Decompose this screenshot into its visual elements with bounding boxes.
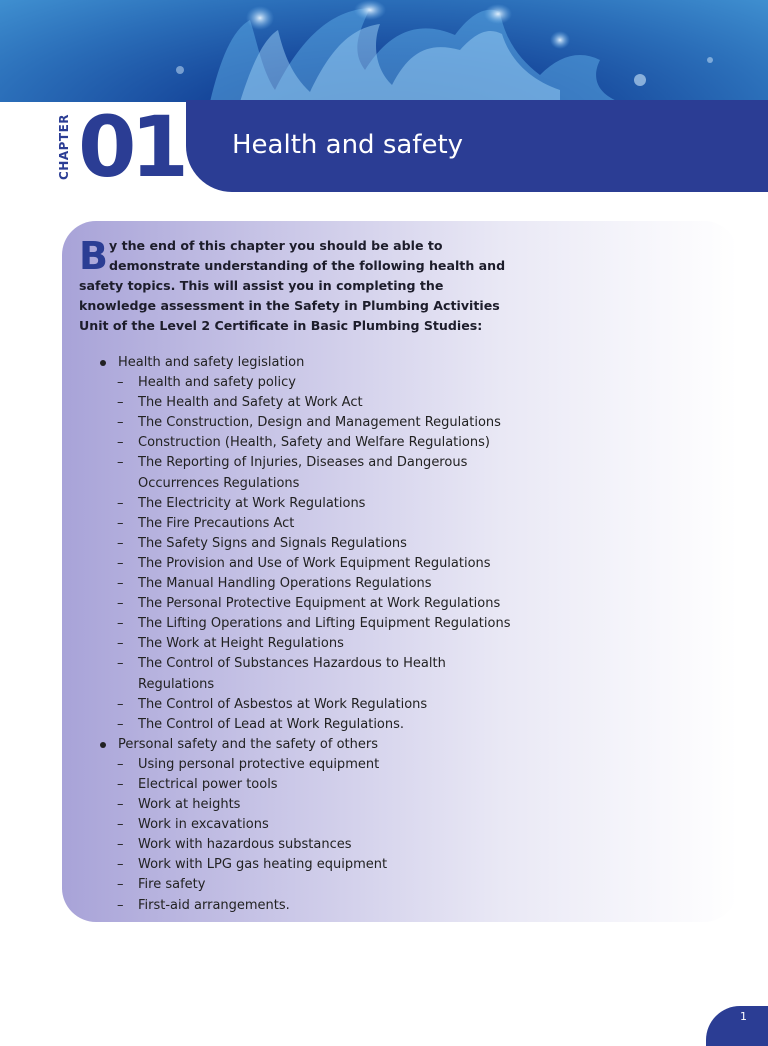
subtopic-item — [100, 514, 520, 534]
dash-icon: – — [117, 776, 124, 792]
subtopic-label: The Control of Substances Hazardous to Health Regulations — [138, 656, 446, 692]
dash-icon: – — [117, 415, 124, 431]
subtopic-label: Fire safety — [138, 877, 206, 893]
subtopic-item — [100, 715, 520, 735]
subtopic-label: The Reporting of Injuries, Diseases and Dangerous Occurrences Regulations — [138, 455, 468, 491]
dash-icon: – — [117, 395, 124, 411]
dash-icon: – — [117, 716, 124, 732]
subtopic-label: Work in excavations — [138, 817, 269, 833]
subtopic-label: The Construction, Design and Management Regulations — [138, 415, 501, 431]
bullet-icon — [100, 360, 106, 366]
subtopic-item — [100, 494, 520, 514]
dash-icon: – — [117, 455, 124, 471]
topic-item — [100, 735, 520, 755]
chapter-label — [48, 113, 80, 186]
subtopic-item — [100, 614, 520, 634]
page-number-tab — [706, 1006, 768, 1046]
dash-icon: – — [117, 756, 124, 772]
dash-icon: – — [117, 535, 124, 551]
subtopic-item — [100, 755, 520, 775]
subtopic-item — [100, 554, 520, 574]
dash-icon: – — [117, 435, 124, 451]
subtopic-label: The Manual Handling Operations Regulations — [138, 576, 432, 592]
subtopic-item — [100, 695, 520, 715]
bullet-icon — [100, 742, 106, 748]
subtopic-label: Electrical power tools — [138, 776, 278, 792]
subtopic-item — [100, 594, 520, 614]
subtopic-item — [100, 373, 520, 393]
subtopic-item — [100, 534, 520, 554]
dash-icon: – — [117, 897, 124, 913]
intro-text: y the end of this chapter you should be able to demonstrate understanding of the following health and safety topics. This will assist you in completing the knowledge assessment in the Safety in Plumbing Activities Unit of the Level 2 Certificate in Basic Plumbing Studies: — [79, 238, 506, 333]
dash-icon: – — [117, 555, 124, 571]
subtopic-label: Work with hazardous substances — [138, 837, 352, 853]
dash-icon: – — [117, 837, 124, 853]
subtopic-label: Construction (Health, Safety and Welfare Regulations) — [138, 435, 490, 451]
water-splash-illustration — [0, 0, 768, 102]
subtopic-label: The Control of Lead at Work Regulations. — [138, 716, 405, 732]
header-banner-image — [0, 0, 768, 102]
subtopic-label: The Electricity at Work Regulations — [138, 495, 366, 511]
subtopic-item — [100, 453, 520, 493]
dash-icon: – — [117, 596, 124, 612]
subtopic-item — [100, 574, 520, 594]
dash-icon: – — [117, 636, 124, 652]
subtopic-item — [100, 775, 520, 795]
page-number: 1 — [740, 1010, 747, 1023]
drop-cap: B — [79, 234, 108, 278]
dash-icon: – — [117, 576, 124, 592]
subtopic-label: Work with LPG gas heating equipment — [138, 857, 388, 873]
subtopic-item — [100, 433, 520, 453]
subtopic-label: The Provision and Use of Work Equipment Regulations — [138, 555, 491, 571]
subtopic-item — [100, 413, 520, 433]
topic-label: Health and safety legislation — [118, 355, 305, 370]
subtopic-item — [100, 393, 520, 413]
subtopic-item — [100, 795, 520, 815]
subtopic-item — [100, 855, 520, 875]
subtopic-item — [100, 654, 520, 694]
dash-icon: – — [117, 797, 124, 813]
chapter-word: CHAPTER — [57, 113, 71, 181]
subtopic-label: The Personal Protective Equipment at Work Regulations — [138, 596, 501, 612]
subtopic-label: First-aid arrangements. — [138, 897, 290, 913]
intro-paragraph — [79, 236, 509, 336]
subtopic-item — [100, 896, 520, 916]
subtopic-label: The Fire Precautions Act — [138, 515, 295, 531]
dash-icon: – — [117, 616, 124, 632]
subtopic-label: Using personal protective equipment — [138, 756, 380, 772]
subtopic-item — [100, 815, 520, 835]
subtopic-label: Health and safety policy — [138, 375, 296, 391]
subtopic-item — [100, 835, 520, 855]
dash-icon: – — [117, 857, 124, 873]
dash-icon: – — [117, 515, 124, 531]
chapter-number: 01 — [78, 98, 183, 196]
subtopic-label: The Health and Safety at Work Act — [138, 395, 363, 411]
topic-item — [100, 353, 520, 373]
subtopic-label: Work at heights — [138, 797, 241, 813]
subtopic-item — [100, 875, 520, 895]
dash-icon: – — [117, 877, 124, 893]
subtopic-item — [100, 634, 520, 654]
dash-icon: – — [117, 495, 124, 511]
dash-icon: – — [117, 656, 124, 672]
subtopic-label: The Work at Height Regulations — [138, 636, 344, 652]
dash-icon: – — [117, 817, 124, 833]
dash-icon: – — [117, 375, 124, 391]
dash-icon: – — [117, 696, 124, 712]
topic-label: Personal safety and the safety of others — [118, 736, 378, 752]
chapter-title: Health and safety — [232, 130, 464, 160]
chapter-title-bar — [186, 100, 768, 192]
subtopic-label: The Safety Signs and Signals Regulations — [138, 535, 407, 551]
subtopic-label: The Lifting Operations and Lifting Equipment Regulations — [138, 616, 511, 632]
topics-list — [100, 353, 520, 916]
subtopic-label: The Control of Asbestos at Work Regulations — [138, 696, 428, 712]
